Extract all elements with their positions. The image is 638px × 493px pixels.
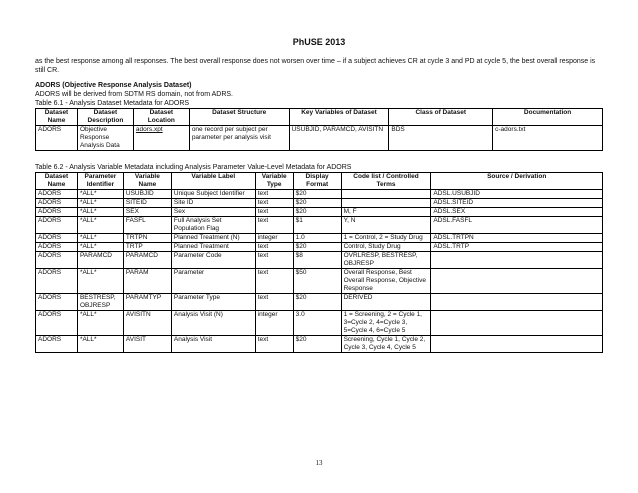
table-cell: $20 (293, 294, 341, 311)
table2-header (36, 173, 603, 190)
table-cell: FASFL (123, 217, 171, 234)
table-cell: ADORS (36, 269, 78, 294)
table-row (36, 208, 603, 217)
table-cell: ADSL.SITEID (431, 199, 603, 208)
table-cell: text (255, 208, 293, 217)
variable-metadata-table (35, 172, 603, 353)
table-cell: *ALL* (77, 208, 123, 217)
table-cell: *ALL* (77, 311, 123, 336)
table-cell: ADSL.FASFL (431, 217, 603, 234)
table-row (36, 217, 603, 234)
table-cell: Parameter Type (171, 294, 255, 311)
table-cell: c-adors.txt (493, 126, 603, 151)
table-row (36, 252, 603, 269)
table-cell: DERIVED (341, 294, 431, 311)
table-cell: *ALL* (77, 336, 123, 353)
table1-header-cell: Dataset Name (36, 109, 78, 126)
table-cell: ADORS (36, 208, 78, 217)
table-cell: $20 (293, 208, 341, 217)
table-cell: *ALL* (77, 234, 123, 243)
table-cell: text (255, 217, 293, 234)
table-cell: Sex (171, 208, 255, 217)
table-cell: PARAMCD (123, 252, 171, 269)
table-cell: $20 (293, 199, 341, 208)
table2-header-cell: Source / Derivation (431, 173, 603, 190)
table-cell: $50 (293, 269, 341, 294)
table-cell: *ALL* (77, 190, 123, 199)
table-cell: PARAM (123, 269, 171, 294)
table1-header-cell: Class of Dataset (389, 109, 493, 126)
table-cell: Site ID (171, 199, 255, 208)
table-cell: 3.0 (293, 311, 341, 336)
table-cell (431, 252, 603, 269)
table-cell: M, F (341, 208, 431, 217)
table-cell: SEX (123, 208, 171, 217)
table-cell (431, 269, 603, 294)
table-cell: TRTP (123, 243, 171, 252)
intro-paragraph: as the best response among all responses. The best overall response does not worsen over time – if a subject achieves CR at cycle 3 and PD at cycle 5, the best overall response is still CR. (35, 58, 596, 74)
table-cell: 1.0 (293, 234, 341, 243)
table-cell: ADORS (36, 126, 78, 151)
table-cell: Objective Response Analysis Data (77, 126, 133, 151)
table2-header-cell: Variable Type (255, 173, 293, 190)
table2-header-cell: Display Format (293, 173, 341, 190)
adors-heading: ADORS (Objective Response Analysis Dataset) (35, 82, 192, 89)
table-cell: *ALL* (77, 199, 123, 208)
table-cell: $1 (293, 217, 341, 234)
table-cell: PARAMTYP (123, 294, 171, 311)
table2-header-cell: Variable Name (123, 173, 171, 190)
table-cell: Unique Subject Identifier (171, 190, 255, 199)
table-cell: Y, N (341, 217, 431, 234)
table-cell: integer (255, 234, 293, 243)
table-row (36, 243, 603, 252)
table-row (36, 269, 603, 294)
table-cell: ADORS (36, 311, 78, 336)
table-cell: Planned Treatment (171, 243, 255, 252)
table-cell: Parameter (171, 269, 255, 294)
table-cell (431, 336, 603, 353)
table-cell: ADSL.TRTP (431, 243, 603, 252)
adors-description: ADORS will be derived from SDTM RS domain, not from ADRS. (35, 91, 234, 98)
table-cell: 1 = Screening, 2 = Cycle 1, 3=Cycle 2, 4=Cycle 3, 5=Cycle 4, 6=Cycle 5 (341, 311, 431, 336)
table-cell: text (255, 294, 293, 311)
table-cell: $20 (293, 190, 341, 199)
table-row (36, 126, 603, 151)
table1-header-cell: Dataset Structure (189, 109, 289, 126)
table-cell: BESTRESP, OBJRESP (77, 294, 123, 311)
table-row (36, 234, 603, 243)
table-cell: ADORS (36, 217, 78, 234)
table-cell: ADORS (36, 252, 78, 269)
table-cell: Screening, Cycle 1, Cycle 2, Cycle 3, Cycle 4, Cycle 5 (341, 336, 431, 353)
table1-header-cell: Dataset Description (77, 109, 133, 126)
table2-header-cell: Dataset Name (36, 173, 78, 190)
table-cell: Control, Study Drug (341, 243, 431, 252)
dataset-location-link[interactable]: adors.xpt (133, 126, 189, 151)
adors-section (35, 81, 605, 99)
table-cell: one record per subject per parameter per analysis visit (189, 126, 289, 151)
table1-header-cell: Key Variables of Dataset (289, 109, 389, 126)
table-cell: 1 = Control, 2 = Study Drug (341, 234, 431, 243)
table-cell: Planned Treatment (N) (171, 234, 255, 243)
table-cell: ADORS (36, 190, 78, 199)
table2-header-cell: Parameter Identifier (77, 173, 123, 190)
page-number: 13 (315, 459, 323, 467)
table-cell: USUBJID (123, 190, 171, 199)
table-cell: PARAMCD (77, 252, 123, 269)
table-row (36, 294, 603, 311)
table-row (36, 190, 603, 199)
table-cell: BDS (389, 126, 493, 151)
table-cell: ADSL.TRTPN (431, 234, 603, 243)
table-cell: ADORS (36, 199, 78, 208)
table-cell: text (255, 199, 293, 208)
table-cell: Full Analysis Set Population Flag (171, 217, 255, 234)
table-cell: text (255, 336, 293, 353)
table-cell: $20 (293, 336, 341, 353)
table-cell: ADORS (36, 294, 78, 311)
table-cell: AVISITN (123, 311, 171, 336)
table-cell: Analysis Visit (N) (171, 311, 255, 336)
table-cell: text (255, 252, 293, 269)
table-cell: ADORS (36, 234, 78, 243)
table-cell: text (255, 269, 293, 294)
table-cell: ADORS (36, 243, 78, 252)
table-cell: text (255, 243, 293, 252)
table-row (36, 311, 603, 336)
table2-header-cell: Variable Label (171, 173, 255, 190)
table-cell: OVRLRESP, BESTRESP, OBJRESP (341, 252, 431, 269)
table-row (36, 336, 603, 353)
dataset-metadata-table (35, 108, 603, 151)
table-cell: SITEID (123, 199, 171, 208)
table-cell: text (255, 190, 293, 199)
table-cell: $20 (293, 243, 341, 252)
table-cell: TRTPN (123, 234, 171, 243)
table-cell: ADSL.SEX (431, 208, 603, 217)
table2-caption: Table 6.2 - Analysis Variable Metadata including Analysis Parameter Value-Level Metadata for ADORS (35, 164, 352, 171)
table-cell (431, 311, 603, 336)
table-cell: USUBJID, PARAMCD, AVISITN (289, 126, 389, 151)
table-cell: Analysis Visit (171, 336, 255, 353)
table-row (36, 199, 603, 208)
table-cell: $8 (293, 252, 341, 269)
table-cell: ADORS (36, 336, 78, 353)
table-cell: integer (255, 311, 293, 336)
table1-header-cell: Dataset Location (133, 109, 189, 126)
table-cell: Overall Response, Best Overall Response, Objective Response (341, 269, 431, 294)
page-header-title: PhUSE 2013 (292, 37, 346, 47)
table-cell: AVISIT (123, 336, 171, 353)
table-cell (431, 294, 603, 311)
table-cell: *ALL* (77, 269, 123, 294)
table1-header (36, 109, 603, 126)
table-cell: *ALL* (77, 217, 123, 234)
table-cell (341, 190, 431, 199)
table-cell: ADSL.USUBJID (431, 190, 603, 199)
table2-header-cell: Code list / Controlled Terms (341, 173, 431, 190)
table1-caption: Table 6.1 - Analysis Dataset Metadata for ADORS (35, 100, 190, 107)
table1-header-cell: Documentation (493, 109, 603, 126)
table-cell (341, 199, 431, 208)
table-cell: Parameter Code (171, 252, 255, 269)
table-cell: *ALL* (77, 243, 123, 252)
